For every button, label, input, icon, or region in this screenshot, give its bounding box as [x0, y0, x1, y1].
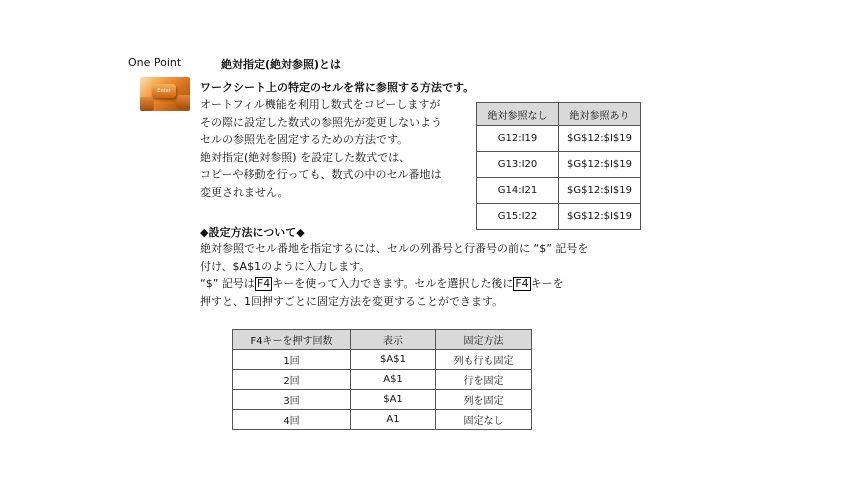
text-span: キーを使って入力できます。セルを選択した後に [272, 277, 514, 290]
section-line: 付け、$A$1のように入力します。 [200, 259, 371, 273]
text-span: “$” 記号は [200, 277, 255, 290]
f4-key-box: F4 [256, 277, 271, 290]
table-cell: 列も行も固定 [436, 350, 532, 370]
table-row [477, 152, 641, 178]
table-cell: $G$12:$I$19 [559, 178, 641, 204]
table-cell: 2回 [233, 370, 351, 390]
f4-press-table [232, 329, 532, 430]
table-header: 表示 [351, 330, 436, 350]
table-cell: $A$1 [351, 350, 436, 370]
table-cell: 列を固定 [436, 390, 532, 410]
intro-line: コピーや移動を行っても、数式の中のセル番地は [200, 168, 442, 181]
section-paragraph-2 [200, 275, 564, 310]
section-line [200, 275, 564, 293]
table-header: F4キーを押す回数 [233, 330, 351, 350]
table-row [477, 178, 641, 204]
intro-heading: ワークシート上の特定のセルを常に参照する方法です。 [200, 81, 475, 94]
table-cell: G12:I19 [477, 126, 559, 152]
intro-line: 絶対指定(絶対参照) を設定した数式では、 [200, 150, 411, 164]
one-point-label: One Point [128, 56, 182, 69]
page-title: 絶対指定(絶対参照)とは [221, 58, 342, 71]
table-row [477, 126, 641, 152]
intro-line: セルの参照先を固定するための方法です。 [200, 133, 409, 146]
table-cell: $G$12:$I$19 [559, 152, 641, 178]
table-cell: $G$12:$I$19 [559, 126, 641, 152]
table-row [233, 370, 532, 390]
table-cell: A1 [351, 410, 436, 430]
table-row [233, 390, 532, 410]
section-line: 絶対参照でセル番地を指定するには、セルの列番号と行番号の前に “$” 記号を [200, 242, 589, 255]
f4-key-box: F4 [515, 277, 529, 290]
table-header: 絶対参照あり [559, 103, 641, 126]
section-paragraph-1 [200, 240, 588, 275]
section-heading: ◆設定方法について◆ [200, 226, 305, 239]
table-row [233, 410, 532, 430]
table-cell: G14:I21 [477, 178, 559, 204]
table-cell: A$1 [351, 370, 436, 390]
text-span: キーを [530, 277, 564, 290]
intro-line: 変更されません。 [200, 185, 289, 199]
table-row [477, 204, 641, 230]
table-cell: $G$12:$I$19 [559, 204, 641, 230]
table-header: 絶対参照なし [477, 103, 559, 126]
table-cell: G15:I22 [477, 204, 559, 230]
keyboard-key-image: Enter [140, 77, 190, 111]
section-line: 押すと、1回押すごとに固定方法を変更することができます。 [200, 294, 504, 308]
table-cell: 行を固定 [436, 370, 532, 390]
table-row [233, 350, 532, 370]
table-cell: $A1 [351, 390, 436, 410]
reference-comparison-table [476, 102, 641, 230]
table-cell: 4回 [233, 410, 351, 430]
intro-line: その際に設定した数式の参照先が変更しないよう [200, 115, 442, 129]
table-cell: 固定なし [436, 410, 532, 430]
table-cell: G13:I20 [477, 152, 559, 178]
intro-line: オートフィル機能を利用し数式をコピーしますが [200, 98, 441, 111]
table-cell: 3回 [233, 390, 351, 410]
table-cell: 1回 [233, 350, 351, 370]
intro-paragraph [200, 96, 442, 201]
table-header: 固定方法 [436, 330, 532, 350]
